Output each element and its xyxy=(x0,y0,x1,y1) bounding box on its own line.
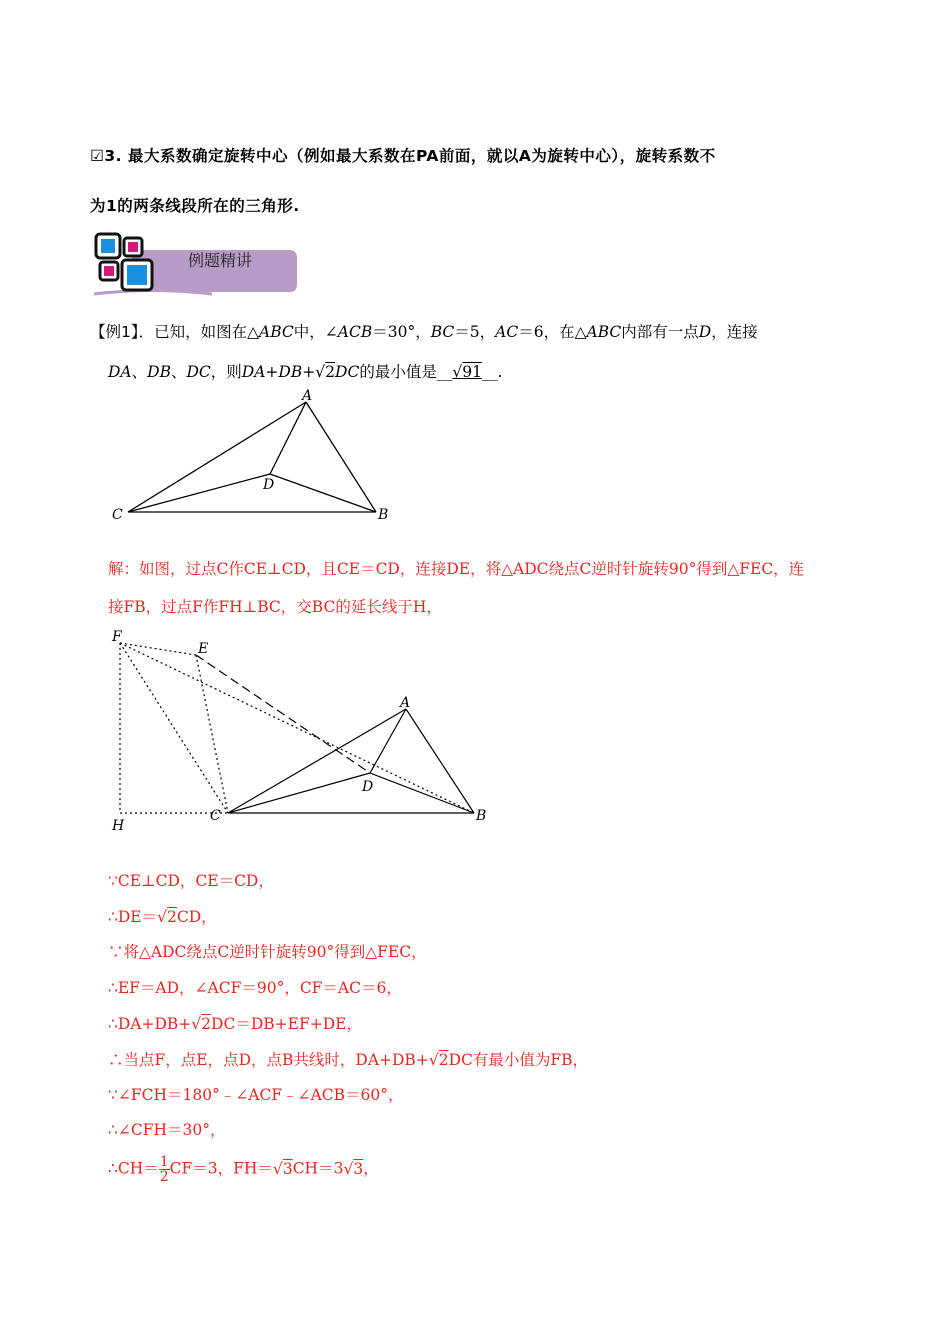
example-tag: 【例1】 xyxy=(90,323,139,341)
fig2-segment-ec xyxy=(196,655,228,813)
fig1-label-c: C xyxy=(112,507,123,523)
answer-sqrt-91: √91 xyxy=(452,363,482,381)
proof-step-6: ∴当点F，点E，点D，点B共线时，DA+DB+√2DC有最小值为FB， xyxy=(108,1051,589,1069)
solution-line-1: 解：如图，过点C作CE⊥CD，且CE＝CD，连接DE，将△ADC绕点C逆时针旋转90°得到△FEC，连 xyxy=(108,560,805,578)
fig2-label-c: C xyxy=(210,808,221,824)
fig1-segment-ca xyxy=(128,402,306,512)
fig1-segment-ab xyxy=(306,402,376,512)
fig2-label-d: D xyxy=(362,779,374,795)
fig1-segment-bd xyxy=(270,474,376,512)
triangle-figure-1 xyxy=(100,388,400,528)
fig2-label-b: B xyxy=(476,808,487,824)
fig2-segment-ca xyxy=(228,709,406,813)
example-banner-label: 例题精讲 xyxy=(188,251,253,270)
fig2-segment-ed xyxy=(196,655,370,773)
proof-step-9: ∴CH＝ $\frac{1}{2}$ CF＝3，FH＝√3CH＝3√3， xyxy=(108,1154,379,1185)
fig2-segment-ab xyxy=(406,709,474,813)
fig2-label-h: H xyxy=(112,818,125,834)
proof-step-2: ∴DE＝√2CD， xyxy=(108,908,217,926)
solution-line-2: 接FB，过点F作FH⊥BC，交BC的延长线于H， xyxy=(108,598,442,616)
proof-step-8: ∴∠CFH＝30°， xyxy=(108,1121,226,1139)
proof-step-5: ∴DA+DB+√2DC＝DB+EF+DE， xyxy=(108,1015,362,1033)
fig2-segment-cd xyxy=(228,773,370,813)
fig2-segment-fb xyxy=(120,643,474,813)
example-line-1: 【例1】．已知，如图在△ABC中，∠ACB＝30°，BC＝5，AC＝6，在△ABC内部有一点D，连接 xyxy=(90,323,758,341)
sqrt-2-symbol: √2 xyxy=(315,363,336,381)
fig2-segment-fc xyxy=(120,643,228,813)
proof-step-3: ∵将△ADC绕点C逆时针旋转90°得到△FEC， xyxy=(108,943,427,961)
fig1-label-a: A xyxy=(302,388,313,404)
fig1-segment-cd xyxy=(128,474,270,512)
proof-step-7: ∵∠FCH＝180°﹣∠ACF﹣∠ACB＝60°， xyxy=(108,1086,404,1104)
fig2-label-e: E xyxy=(198,641,209,657)
fig2-label-f: F xyxy=(112,629,122,645)
fig2-segment-fe xyxy=(120,643,196,655)
fig1-label-d: D xyxy=(263,477,275,493)
fig2-segment-ad xyxy=(370,709,406,773)
rotation-figure-2 xyxy=(100,625,500,840)
fig2-segment-bd xyxy=(370,773,474,813)
fraction-one-half: $\frac{1}{2}$ xyxy=(159,1154,169,1185)
rule-line-1: ☑3. 最大系数确定旋转中心（例如最大系数在PA前面，就以A为旋转中心），旋转系数不 xyxy=(90,147,716,165)
proof-step-1: ∵CE⊥CD，CE＝CD， xyxy=(108,872,274,890)
proof-step-4: ∴EF＝AD，∠ACF＝90°，CF＝AC＝6， xyxy=(108,979,402,997)
fig2-label-a: A xyxy=(400,695,411,711)
fig1-label-b: B xyxy=(378,507,389,523)
example-line-2: DA、DB、DC，则DA+DB+√2DC的最小值是__√91__. xyxy=(108,363,503,381)
rule-line-2: 为1的两条线段所在的三角形. xyxy=(90,197,300,215)
